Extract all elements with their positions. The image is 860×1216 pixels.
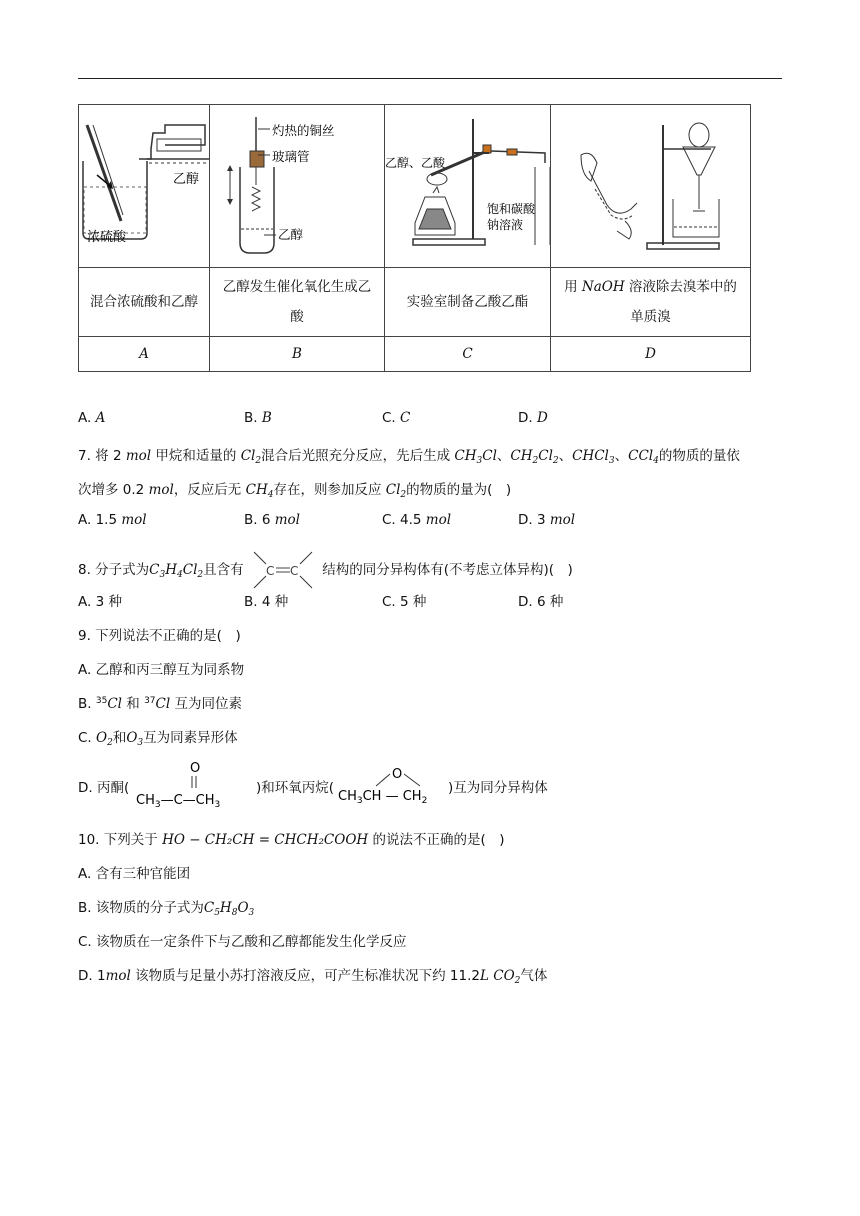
q8-option-c[interactable]: C. 5 种 [382, 594, 427, 610]
svg-text:O: O [392, 767, 403, 782]
q7-stem-line1: 7. 将 2 mol 甲烷和适量的 $Cl_2$混合后光照充分反应，先后生成 $CH_3Cl$、$CH_2Cl_2$、CHCl$_3$、CCl$_4$的物质的量依 [78, 448, 740, 466]
fig-label-saturated-1: 饱和碳酸 [487, 202, 536, 216]
experiment-table [78, 104, 751, 372]
label-d: D [551, 337, 751, 372]
epoxypropane-structure [336, 758, 448, 808]
svg-text:O: O [190, 761, 201, 776]
q7-option-b[interactable]: B. 6 mol [244, 512, 300, 528]
copper-wire-figure [210, 105, 384, 263]
fig-label-saturated-2: 钠溶液 [487, 218, 524, 232]
q9-option-a[interactable]: A. 乙醇和丙三醇互为同系物 [78, 662, 245, 678]
q6-option-a[interactable]: A. A [78, 410, 106, 426]
q10-option-c[interactable]: C. 该物质在一定条件下与乙酸和乙醇都能发生化学反应 [78, 934, 407, 950]
fig-label-ethanol-b: 乙醇 [278, 227, 304, 242]
acetone-structure [134, 758, 254, 808]
q9-option-c[interactable]: C. $O_2$和$O_3$互为同素异形体 [78, 730, 238, 748]
q8-option-d[interactable]: D. 6 种 [518, 594, 564, 610]
svg-text:C: C [265, 564, 275, 578]
fig-label-acid: 浓硫酸 [87, 230, 127, 245]
figure-c-cell [385, 105, 551, 268]
desc-a: 混合浓硫酸和乙醇 [79, 268, 210, 337]
q9-option-b[interactable]: B. $^{35}$Cl 和 $^{37}$Cl 互为同位素 [78, 696, 242, 712]
q6-option-b[interactable]: B. B [244, 410, 272, 426]
label-c: C [385, 337, 551, 372]
figure-a-cell [79, 105, 210, 268]
q10-option-d[interactable]: D. 1mol 该物质与足量小苏打溶液反应，可产生标准状况下约 11.2L $CO_2$气体 [78, 968, 548, 986]
fig-label-copper: 灼热的铜丝 [272, 123, 335, 138]
q10-stem: 10. 下列关于 HO − CH₂CH = CHCH₂COOH 的说法不正确的是( ) [78, 832, 505, 848]
fig-label-reagents: 乙醇、乙酸 [385, 156, 446, 170]
desc-d: 用 NaOH 溶液除去溴苯中的 单质溴 [551, 268, 751, 337]
header-rule [78, 78, 782, 79]
q7-option-c[interactable]: C. 4.5 mol [382, 512, 452, 528]
svg-text:CH3CH — CH2: $CH_3CH$ — $CH_2$ [338, 789, 428, 806]
q6-option-d[interactable]: D. D [518, 410, 548, 426]
label-a: A [79, 337, 210, 372]
q8-option-b[interactable]: B. 4 种 [244, 594, 289, 610]
figure-d-cell [551, 105, 751, 268]
q8-stem: 8. 分子式为$C_3H_4Cl_2$且含有 C C 结构的同分异构体有(不考虑立体异构)( ) [78, 550, 573, 590]
q6-option-c[interactable]: C. C [382, 410, 411, 426]
desc-b: 乙醇发生催化氧化生成乙 酸 [210, 268, 385, 337]
svg-text:C: C [289, 564, 299, 578]
q7-option-d[interactable]: D. 3 mol [518, 512, 576, 528]
separation-figure [551, 105, 750, 263]
acid-mixing-figure [79, 105, 209, 263]
alkene-double-bond-structure [252, 550, 314, 590]
q10-option-a[interactable]: A. 含有三种官能团 [78, 866, 191, 882]
figure-b-cell [210, 105, 385, 268]
q7-stem-line2: 次增多 0.2 mol，反应后无 $CH_4$存在，则参加反应 $Cl_2$的物质的量为( ) [78, 482, 512, 500]
label-b: B [210, 337, 385, 372]
q7-option-a[interactable]: A. 1.5 mol [78, 512, 147, 528]
q9-stem: 9. 下列说法不正确的是( ) [78, 628, 241, 644]
fig-label-glass: 玻璃管 [272, 149, 310, 164]
q10-option-b[interactable]: B. 该物质的分子式为$C_5H_8O_3$ [78, 900, 255, 918]
desc-c: 实验室制备乙酸乙酯 [385, 268, 551, 337]
fig-label-ethanol-a: 乙醇 [173, 172, 200, 187]
svg-text:CH3—C—CH3: $CH_3—C—CH_3$ [136, 793, 221, 808]
q8-option-a[interactable]: A. 3 种 [78, 594, 122, 610]
ester-prep-figure [385, 105, 550, 263]
